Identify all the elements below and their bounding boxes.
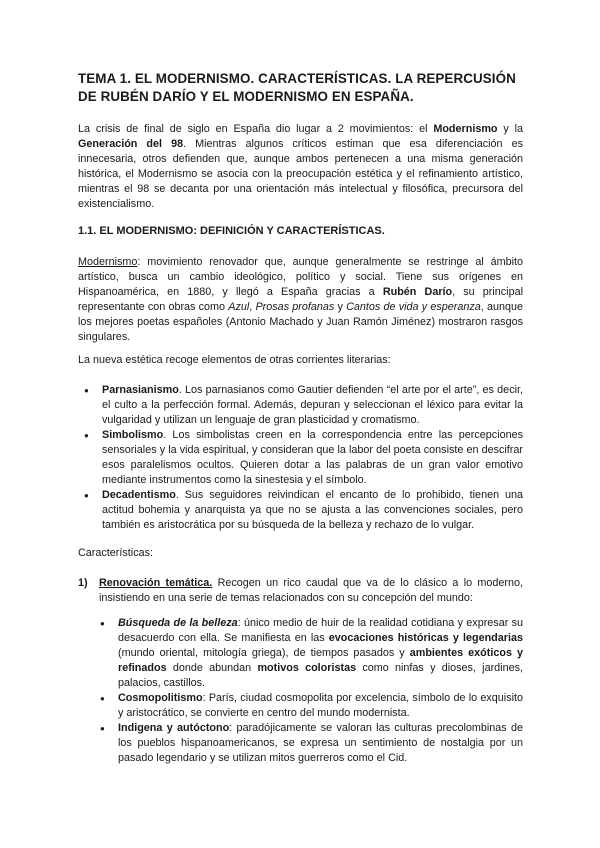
separator: , — [249, 301, 256, 313]
currents-list — [80, 383, 523, 533]
current-name: Decadentismo — [102, 489, 176, 501]
characteristic-title: Renovación temática. — [99, 577, 213, 589]
author-name: Rubén Darío — [382, 286, 453, 298]
item-number: 1) — [78, 577, 88, 589]
current-text: . Los parnasianos como Gautier defienden “el arte por el arte”, es decir, el culto a la perfección formal. Además, depuran y seleccionan el léxico para evitar la vulgaridad y utilizan un lenguaje de gran plasticidad y cromatismo. — [102, 384, 523, 426]
list-item — [80, 383, 523, 428]
work-title: Cantos de vida y esperanza — [346, 301, 481, 313]
theme-name: Cosmopolitismo — [118, 692, 203, 704]
themes-list — [96, 616, 523, 766]
current-name: Simbolismo — [102, 429, 164, 441]
intro-paragraph — [78, 122, 523, 212]
definition-text: , su principal representante con obras como — [78, 286, 523, 313]
definition-text: , aunque los mejores poetas españoles (Antonio Machado y Juan Ramón Jiménez) mostraron rasgos singulares. — [78, 301, 524, 343]
work-title: Prosas profanas — [255, 301, 335, 313]
characteristic-text: Recogen un rico caudal que va de lo clásico a lo moderno, insistiendo en una serie de temas relacionados con su concepción del mundo: — [99, 577, 523, 604]
definition-text: : movimiento renovador que, aunque generalmente se restringe al ámbito artístico, busca un cambio ideológico, político y social. Tiene sus orígenes en Hispanoamérica, en 1880, y llegó a España gracias a — [78, 256, 523, 298]
current-name: Parnasianismo — [102, 384, 179, 396]
intro-text: La crisis de final de siglo en España dio lugar a 2 movimientos: el — [78, 123, 434, 135]
list-item — [96, 721, 523, 766]
theme-highlight: ambientes exóticos y refinados — [118, 647, 523, 674]
list-item — [96, 616, 523, 691]
term-modernismo: Modernismo — [433, 123, 498, 135]
theme-name: Búsqueda de la belleza — [118, 617, 238, 629]
theme-text: : París, ciudad cosmopolita por excelencia, símbolo de lo exquisito y aristocrático, se convierte en centro del mundo modernista. — [118, 692, 523, 719]
page-title: TEMA 1. EL MODERNISMO. CARACTERÍSTICAS. LA REPERCUSIÓN DE RUBÉN DARÍO Y EL MODERNISMO EN ESPAÑA. — [78, 71, 516, 104]
theme-highlight: evocaciones históricas y legendarias — [328, 632, 523, 644]
term-generacion-98: Generación del 98 — [78, 138, 184, 150]
intro-text: y la — [497, 123, 523, 135]
current-text: . Los simbolistas creen en la correspondencia entre las percepciones sensoriales y la vida espiritual, y consideran que la labor del poeta consiste en descifrar esos paralelismos ocultos. Quieren dotar a las palabras de un gran valor emotivo mediante instrumentos como la sinestesia y el símbolo. — [102, 429, 523, 486]
currents-intro: La nueva estética recoge elementos de otras corrientes literarias: — [78, 354, 391, 366]
list-item — [96, 691, 523, 721]
list-item — [80, 428, 523, 488]
characteristics-label: Características: — [78, 547, 153, 559]
definition-paragraph — [78, 255, 523, 345]
theme-text: : único medio de huir de la realidad cotidiana y expresar su desacuerdo con ella. Se manifiesta en las — [118, 617, 523, 644]
work-title: Azul — [228, 301, 250, 313]
list-item — [80, 488, 523, 533]
theme-text: : paradójicamente se valoran las culturas precolombinas de los pueblos hispanoamericanos, se expresa un sentimiento de nostalgia por un pasado legendario y se utilizan mitos guerreros como el Cid. — [118, 722, 523, 764]
characteristic-item — [99, 576, 523, 606]
theme-highlight: motivos coloristas — [257, 662, 357, 674]
theme-name: Indigena y autóctono — [118, 722, 230, 734]
theme-text: (mundo oriental, mitología griega), de tiempos pasados y — [118, 647, 410, 659]
definition-term: Modernismo — [78, 256, 138, 268]
current-text: . Sus seguidores reivindican el encanto de lo prohibido, tienen una actitud bohemia y anarquista ya que no se ajusta a las convenciones sociales, pero también es aristocrática por su búsqueda de la belleza y rechazo de lo vulgar. — [102, 489, 523, 531]
section-heading: 1.1. EL MODERNISMO: DEFINICIÓN Y CARACTERÍSTICAS. — [78, 225, 385, 237]
intro-text: . Mientras algunos críticos estiman que esa diferenciación es innecesaria, otros defienden que, aunque ambos pertenecen a una misma generación histórica, el Modernismo se asocia con la preocupación estética y el refinamiento artístico, mientras el 98 se decanta por una orientación más intelectual y filosófica, precursora del existencialismo. — [78, 138, 523, 210]
theme-text: como ninfas y dioses, jardines, palacios, castillos. — [118, 662, 523, 689]
theme-text: donde abundan — [166, 662, 258, 674]
separator: y — [334, 301, 347, 313]
